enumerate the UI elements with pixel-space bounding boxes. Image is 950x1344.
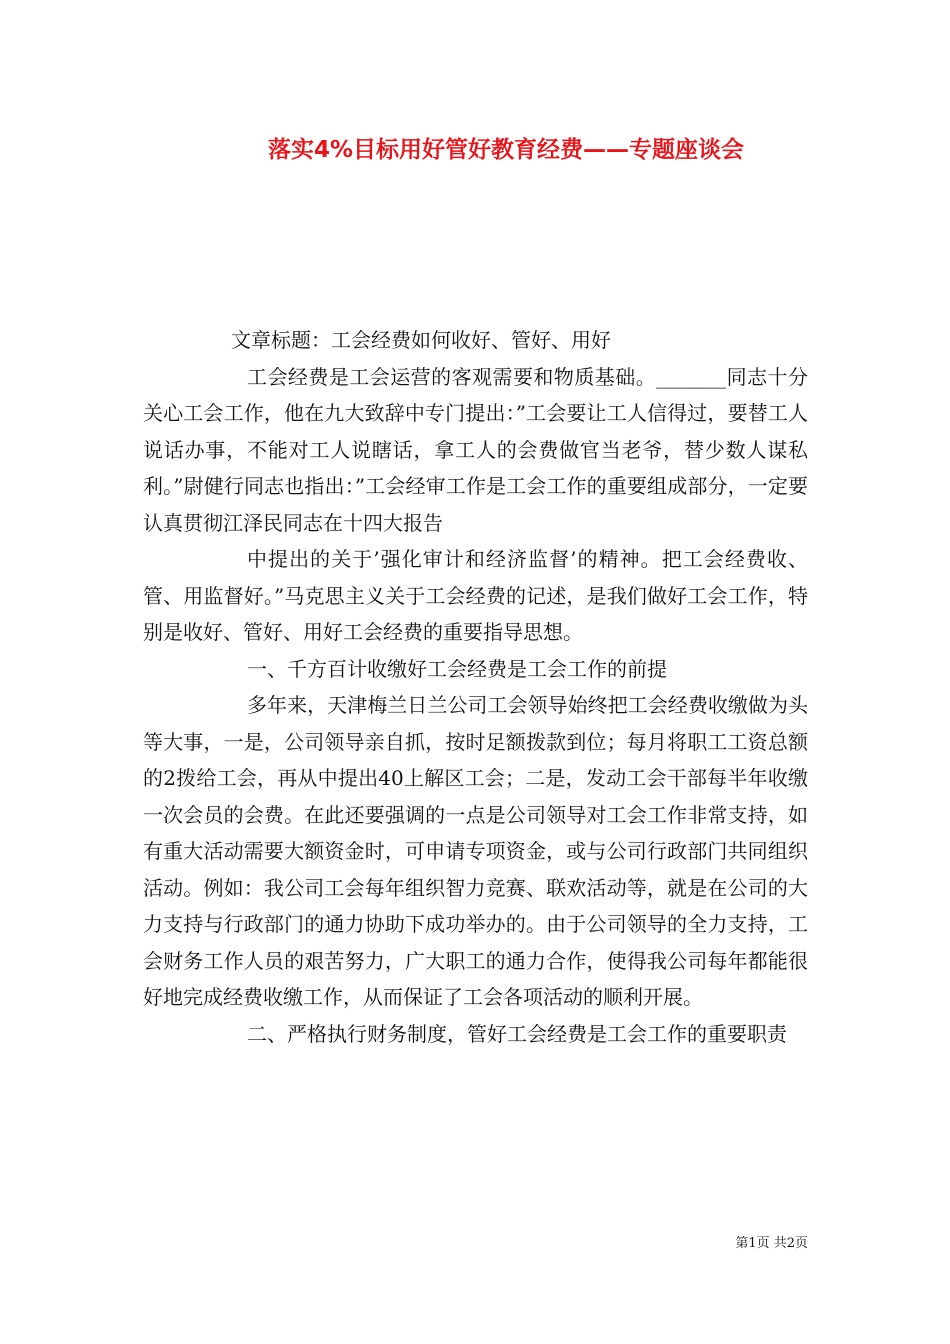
document-body bbox=[143, 322, 808, 1052]
section-heading-1: 一、千方百计收缴好工会经费是工会工作的前提 bbox=[247, 656, 667, 681]
document-title: 落实4%目标用好管好教育经费——专题座谈会 bbox=[267, 137, 745, 163]
page-number: 第1页 共2页 bbox=[735, 1236, 808, 1251]
paragraph-1: 工会经费是工会运营的客观需要和物质基础。_______同志十分关心工会工作，他在九大致辞中专门提出：”工会要让工人信得过，要替工人说话办事，不能对工人说瞎话，拿工人的会费做官当老爷，替少数人谋私利。”尉健行同志也指出：”工会经审工作是工会工作的重要组成部分，一定要认真贯彻江泽民同志在十四大报告 bbox=[143, 364, 808, 535]
paragraph-2: 中提出的关于’强化审计和经济监督’的精神。把工会经费收、管、用监督好。”马克思主义关于工会经费的记述，是我们做好工会工作，特别是收好、管好、用好工会经费的重要指导思想。 bbox=[143, 547, 808, 644]
section-heading-2: 二、严格执行财务制度，管好工会经费是工会工作的重要职责 bbox=[247, 1021, 787, 1046]
paragraph-3: 多年来，天津梅兰日兰公司工会领导始终把工会经费收缴做为头等大事，一是，公司领导亲自抓，按时足额拨款到位；每月将职工工资总额的2拨给工会，再从中提出40上解区工会；二是，发动工会干部每半年收缴一次会员的会费。在此还要强调的一点是公司领导对工会工作非常支持，如有重大活动需要大额资金时，可申请专项资金，或与公司行政部门共同组织活动。例如：我公司工会每年组织智力竞赛、联欢活动等，就是在公司的大力支持与行政部门的通力协助下成功举办的。由于公司领导的全力支持，工会财务工作人员的艰苦努力，广大职工的通力合作，使得我公司每年都能很好地完成经费收缴工作，从而保证了工会各项活动的顺利开展。 bbox=[143, 693, 808, 1009]
article-title-line: 文章标题：工会经费如何收好、管好、用好 bbox=[231, 328, 611, 352]
